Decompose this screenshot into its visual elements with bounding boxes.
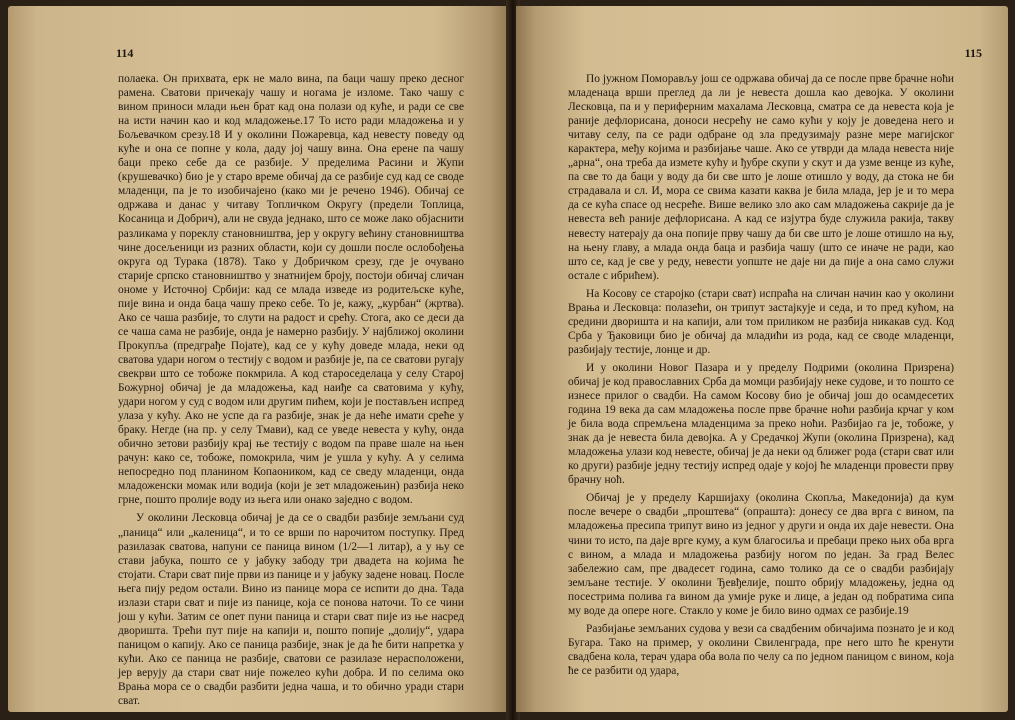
right-page <box>516 6 1008 712</box>
right-paragraph-3: И у околини Новог Пазара и у пределу Подрими (околина Призрена) обичај је код православних Срба да момци разбијају неке судове, и то пошто се изнесе прилог о свадби. На самом Косову био је обичај још до осамдесетих година 19 века да сам младожења после прве брачне ноћи разбија крчаг у ком је била вода спремљена младенцима за преко ноћи. Разбијао га је, тобоже, у знак да је невеста била девојка. А у Средачкој Жупи (околина Призрена), кад младожења улази код невесте, обичај је да неки од ближег рода (стари сват или ко други) разбије једну тестију испред одаје у којој ће младенци провести прву брачну ноћ. <box>568 361 954 487</box>
left-page <box>8 6 510 712</box>
right-page-text <box>568 72 954 678</box>
right-paragraph-2: На Косову се старојко (стари сват) испраћа на сличан начин као у околини Врања и Лесковца: полазећи, он трипут застајкује и седа, и то пред кућом, на средини дворишта и на капији, али том приликом не разбија никакав суд. Код Срба у Ђаковици био је обичај да младићи из рода, кад се своде младенци, разбијају тестије, лонце и др. <box>568 287 954 356</box>
left-page-number: 114 <box>116 46 134 60</box>
right-paragraph-5: Разбијање земљаних судова у вези са свадбеним обичајима познато је и код Бугара. Тако на пример, у околини Свиленграда, пре него што ће кренути свадбена кола, терач удара оба вола по челу са по једном паницом с вином, која ће се разбити од удара, <box>568 622 954 677</box>
left-paragraph-2: У околини Лесковца обичај је да се о свадби разбије земљани суд „паница“ или „каленица“, и то се врши по нарочитом поступку. Пред разилазак сватова, напуни се паница вином (1/2—1 литар), а у њу се стави јабука, пошто се у јабуку забоду три двадета на којима ће стојати. Стари сват пије први из панице и у јабуку задене новац. После њега пију редом остали. Вино из панице мора се испити до дна. Тада излази стари сват и пије из панице, која се понова наточи. То се чини још у кући. Затим се опет пуни паница и стари сват пије из ње насред дворишта. Трећи пут пије на капији и, пошто попије „долију“, удара паницом о капију. Ако се паница разбије, знак је да ће бити напретка у кући. Ако се паница не разбије, сватови се разилазе нерасположени, јер верују да стари сват није пожелео кући добра. И по селима око Врања мора се о свадби разбити једна чаша, и то обично уради стари сват. <box>118 512 464 708</box>
left-paragraph-1: полаека. Он прихвата, ерк не мало вина, па баци чашу преко десног рамена. Сватови причекају чашу и ногама је изломе. Тако чашу с вином приноси млади њен брат кад она полази од куће, и ради се све на исти начин као и код младожење.17 То исто ради младожења и у Бољевачком срезу.18 И у околини Пожаревца, кад невесту поведу од куће и она се попне у кола, даду јој чашу вина. Она ерене па чашу баци преко себе да се разбије. У пределима Расини и Жупи (крушевачко) био је у старо време обичај да се разбије суд кад се своде младенци, па је то изобичајено (како ми је речено 1946). Обичај се одржава и данас у читаву Топличком Округу (предели Топлица, Косаница и Добрич), али не свуда једнако, што се може лако објаснити разликама у пореклу становништва, јер у округу већину становништва чине досељеници из разних области, који су дошли после ослобођења округа од Турака (1878). Тако у Добричком срезу, где је очувано старије српско становништво у знатнијем броју, постоји обичај сличан ономе у Источној Србији: кад се млада изведе из родитељске куће, пије вина и онда баца чашу преко себе. То је, кажу, „курбан“ (жртва). Ако се чаша разбије, то слути на радост и срећу. Стога, ако се деси да се чаша сама не разбије, онда је намерно разбију. У најближој околини Прокупља (предграђе Појате), кад се у кућу доведе млада, неки од сватова удари ногом о тестију с водом и разбије је, па се сватови ругају свекрви што се тобоже покмрила. А код староседелаца у селу Старој Божурној обичај је да младожења, кад наиђе са сватовима у кућу, удари ногом у суд с водом или другим пићем, који је постављен испред улаза у кућу. Ако не успе да га разбије, знак је да неће имати среће у браку. Негде (на пр. у селу Тмави), кад се уведе невеста у кућу, онда обично зетови разбију крај ње тестију с водом па праве шале на њен рачун: како се, тобоже, помокрила, чим је ушла у кућу. А у селима непосредно под планином Копаоником, кад се сведу младенци, онда младоженски момак или водија (који је зет младожењин) разбија неко грне, пошто пролије воду из њега или онако заједно с водом. <box>118 73 465 507</box>
right-page-number: 115 <box>964 46 982 60</box>
right-paragraph-4: Обичај је у пределу Каршијаху (околина Скопља, Македонија) да кум после вечере о свадби „проштева“ (опрашта): донесу се два врга с вином, па младожења пресипа трипут вино из једног у други и онда их даје невести. Она чини то исто, па даје врге куму, а кум благосиља и пребаци преко њих оба врга с вином, а млада и младожења разбију ногом по један. За град Велес забележио сам, пре двадесет година, само толико да се о свадби разбијају земљане тестије. У околини Ђевђелије, пошто обрију младожењу, једна од посестрима полива га вином да умије руке и лице, а један од побратима сипа му воде да опере ноге. Стакло у коме је било вино одмах се разбије.19 <box>568 492 954 617</box>
left-page-text <box>118 72 464 708</box>
right-paragraph-1: По јужном Поморављу још се одржава обичај да се после прве брачне ноћи младенаца врши преглед да ли је невеста дошла као девојка. У околини Лесковца, па и у периферним махалама Лесковца, сматра се да невеста која је раније дефлорисана, доноси несрећу не само кући у коју је доведена него и читаву селу, па се ради одбране од зла предузимају разне мере магијског карактера, међу којима и разбијање чаше. Ако се утврди да млада невеста није „арна“, она треба да измете кућу и ђубре скупи у скут и да узме венце из куће, па све то да баци у воду да би све што је лоше отишло у воду, да стока не би страдавала и сл. И, мора се свима казати каква је била млада, јер је и то мера да се кућа спасе од несреће. Више велико зло ако сам младожења сакрије да је невеста већ раније дефлорисана. А кад се изјутра буде служила ракија, такву невесту натерају да она попије прву чашу да би све што је лоше отишло на њу, на њену главу, а млада онда баца и разбија чашу (што се иначе не ради, као што се, кад је све у реду, невести уопште не даје ни да пије а она само служи остале с ибрићем). <box>568 73 954 282</box>
